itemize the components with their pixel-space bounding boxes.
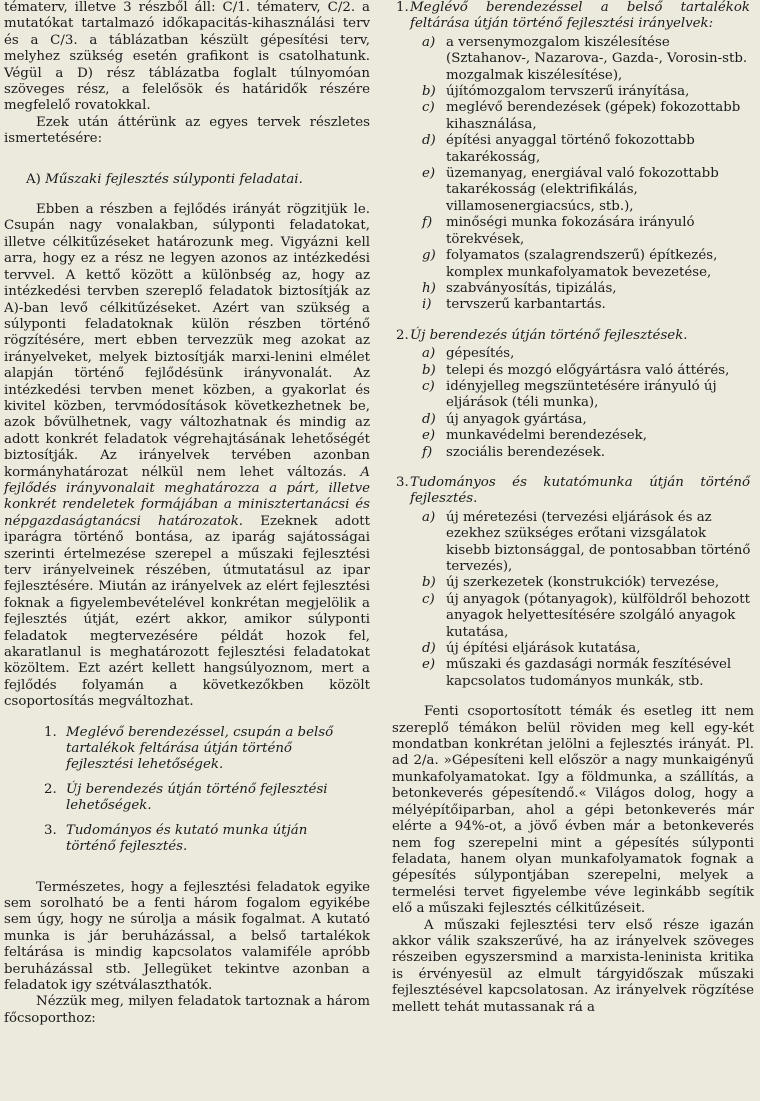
paragraph-grouped-topics: Fenti csoportosított témák és esetleg itt nem szereplő témákon belül röviden meg kell egy-két mondatban konkrétan jelölni a fejlesztés irányát. Pl. ad 2/a. »Gépesíteni kell először a nagy munkaigényű munkafolyamatokat. Igy a földmunka, a szállítás, a betonkeverés gépesítendő.« Világos dolog, hogy a mélyépítőiparban, ahol a gépi betonkeverés már elérte a 94%-ot, a jövő évben már a betonkeverés nem fog szerepelni mint a gépesítés súlyponti feladata, hanem olyan munkafolyamatok fognak a gépesítés súlypontjában szerepelni, melyek a termelési tervet figyelembe véve leginkább segítik elő a műszaki fejlesztés célkitűzéseit.: [392, 704, 754, 917]
enum-item-3: [4, 823, 350, 856]
list-item: [422, 592, 754, 641]
list-item: [422, 363, 754, 379]
enum-number: 2.: [44, 781, 57, 797]
enum-text: Új berendezés útján történő fejlesztési lehetőségek.: [66, 781, 328, 814]
item-letter: a): [422, 346, 436, 362]
item-text: új anyagok (pótanyagok), külföldről behozott anyagok helyettesítésére szolgáló anyagok kutatása,: [446, 591, 750, 640]
enum-number: 1.: [44, 724, 57, 740]
item-letter: a): [422, 34, 436, 50]
item-text: minőségi munka fokozására irányuló törekvések,: [446, 215, 695, 247]
list-item: [422, 379, 754, 412]
item-text: új építési eljárások kutatása,: [446, 641, 641, 657]
item-text: újítómozgalom tervszerű irányítása,: [446, 84, 690, 100]
item-letter: f): [422, 215, 433, 231]
item-letter: b): [422, 84, 436, 100]
group-1-heading: [396, 0, 750, 33]
enumeration-list: [4, 725, 370, 856]
enum-item-1: [4, 725, 350, 774]
enum-text: Tudományos és kutató munka útján történő fejlesztés.: [66, 822, 308, 855]
item-letter: e): [422, 428, 436, 444]
paragraph-section-a-part1: Ebben a részben a fejlődés irányát rögzitjük le. Csupán nagy vonalakban, súlyponti feladatokat, illetve célkitűzéseket határozunk meg. Vigyázni kell arra, hogy ez a rész ne legyen azonos az intézkedési tervvel. A kettő között a különbség az, hogy az intézkedési tervben szereplő feladatok biztosítják az A)-ban levő célkitűzéseket. Azért van szükség a súlyponti feladatoknak külön részben történő rögzítésére, mert ebben tervezzük meg azokat az irányelveket, melyek biztosítják marxi-lenini elmélet alapján történő fejlődésünk irányvonalát. Az intézkedési tervben menet közben, a gyakorlat és kivitel közben, tervmódosítások következhetnek be, azok bővülhetnek, vagy változhatnak és mindig az adott konkrét feladatok végrehajtásának lehetőségét biztosítják. Az irányelvek tervében azonban kormányhatározat nélkül nem lehet változás.: [4, 202, 370, 480]
item-letter: c): [422, 378, 435, 394]
group-1: [392, 0, 754, 314]
enum-number: 3.: [44, 822, 57, 838]
item-letter: f): [422, 444, 433, 460]
item-text: gépesítés,: [446, 346, 515, 362]
list-item: [422, 281, 754, 297]
item-letter: e): [422, 166, 436, 182]
paragraph-section-a-part2: Ezeknek adott iparágra történő bontása, az iparág sajátosságai szerinti értelmezése szerepel a műszaki fejlesztési terv irányelveinek részében, útmutatásul az ipar fejlesztésére. Miután az irányelvek az elért fejlesztési foknak a figyelembevételével konkrétan megjelölik a fejlesztés útját, ezért akkor, amikor súlyponti feladatok megtervezésére példát hozok fel, akaratlanul is meghatározott fejlesztési feladatokat közöltem. Ezt azért kellett hangsúlyoznom, mert a fejlődés folyamán a következőkben közölt csoportosítás megváltozhat.: [4, 513, 370, 710]
item-letter: d): [422, 133, 436, 149]
group-2: [392, 328, 754, 461]
item-letter: a): [422, 509, 436, 525]
group-3: [392, 475, 754, 690]
list-item: [422, 657, 754, 690]
item-text: tervszerű karbantartás.: [446, 297, 606, 313]
group-title: Meglévő berendezéssel a belső tartalékok feltárása útján történő fejlesztési irányelvek:: [410, 0, 750, 32]
list-item: [422, 133, 754, 166]
group-1-items: [422, 35, 754, 314]
group-title: Tudományos és kutatómunka útján történő fejlesztés.: [410, 474, 750, 507]
group-3-heading: [396, 474, 750, 508]
item-letter: c): [422, 100, 435, 116]
item-text: új szerkezetek (konstrukciók) tervezése,: [446, 575, 720, 591]
item-letter: b): [422, 575, 436, 591]
list-item: [422, 35, 754, 84]
item-text: üzemanyag, energiával való fokozottabb takarékosság (elektrifikálás, villamosenergiacsúcs, stb.),: [446, 166, 719, 214]
group-2-heading: [396, 327, 750, 344]
group-2-items: [422, 346, 754, 461]
paragraph-section-a-emphasis: A fejlődés irányvonalait meghatározza a párt, illetve konkrét rendeletek formájában a minisztertanácsi és népgazdaságtanácsi határozatok.: [4, 464, 370, 529]
item-letter: g): [422, 248, 436, 264]
item-text: idényjelleg megszüntetésére irányuló új eljárások (téli munka),: [446, 378, 717, 411]
list-item: [422, 346, 754, 362]
item-text: műszaki és gazdasági normák feszítésével kapcsolatos tudományos munkák, stb.: [446, 657, 732, 689]
item-letter: b): [422, 362, 436, 378]
item-letter: d): [422, 641, 436, 657]
paragraph-section-a-body: [4, 202, 370, 711]
enum-item-2: [4, 782, 350, 815]
list-item: [422, 166, 754, 215]
group-number: 2.: [396, 327, 409, 343]
list-item: [422, 575, 754, 591]
list-item: [422, 412, 754, 428]
item-text: munkavédelmi berendezések,: [446, 428, 647, 444]
list-item: [422, 248, 754, 281]
item-text: meglévő berendezések (gépek) fokozottabb kihasználása,: [446, 100, 741, 132]
group-3-items: [422, 510, 754, 690]
enum-text: Meglévő berendezéssel, csupán a belső tartalékok feltárása útján történő fejlesztési lehetőségek.: [66, 724, 334, 773]
list-item: [422, 297, 754, 313]
item-text: új méretezési (tervezési eljárások és az ezekhez szükséges erőtani vizsgálatok kisebb biztonsággal, de pontosabban történő tervezés),: [446, 509, 751, 574]
paragraph-categories: Természetes, hogy a fejlesztési feladatok egyike sem sorolható be a fenti három fogalom egyikébe sem úgy, hogy ne súrolja a másik fogalmat. A kutató munka is jár beruházással, a belső tartalékok feltárása is mindig kapcsolatos valamiféle apróbb beruházással stb. Jellegüket tekintve azonban a feladatok igy szétválaszthatók.: [4, 879, 370, 993]
left-column: [4, 0, 370, 1027]
item-letter: d): [422, 411, 436, 427]
item-text: szabványosítás, tipizálás,: [446, 280, 617, 296]
group-number: 1.: [396, 0, 409, 15]
list-item: [422, 510, 754, 576]
paragraph-main-groups: Nézzük meg, milyen feladatok tartoznak a három főcsoporthoz:: [4, 994, 370, 1026]
item-letter: i): [422, 297, 432, 313]
paragraph-first-part: A műszaki fejlesztési terv első része igazán akkor válik szakszerűvé, ha az irányelvek szöveges részeiben egyszersmind a marxista-leninista kritika is érvényesül az elmult tárgyidőszak műszaki fejlesztésével kapcsolatosan. Az irányelvek rögzítése mellett tehát mutassanak rá a: [392, 917, 754, 1015]
list-item: [422, 641, 754, 657]
item-text: építési anyaggal történő fokozottabb takarékosság,: [446, 133, 695, 165]
item-letter: e): [422, 657, 436, 673]
item-letter: c): [422, 591, 435, 607]
list-item: [422, 215, 754, 248]
list-item: [422, 100, 754, 133]
item-letter: h): [422, 280, 436, 296]
right-column: [392, 0, 754, 1016]
item-text: új anyagok gyártása,: [446, 411, 587, 427]
item-text: telepi és mozgó előgyártásra való áttérés,: [446, 362, 730, 378]
item-text: folyamatos (szalagrendszerű) építkezés, komplex munkafolyamatok bevezetése,: [446, 248, 718, 280]
item-text: szociális berendezések.: [446, 444, 605, 460]
list-item: [422, 428, 754, 444]
list-item: [422, 445, 754, 461]
paragraph-intro: tématerv, illetve 3 részből áll: C/1. tématerv, C/2. a mutatókat tartalmazó időkapacitás-kihasználási terv és a C/3. a táblázatban készült gépesítési terv, melyhez szükség esetén grafikont is csatolhatunk. Végül a D) rész táblázatba foglalt túlnyomóan szöveges rész, a felelősök és határidők részére megfelelő rovatokkal.: [4, 0, 370, 114]
paragraph-transition: Ezek után áttérünk az egyes tervek részletes ismertetésére:: [4, 114, 370, 147]
group-number: 3.: [396, 474, 409, 490]
section-a-heading: [26, 172, 370, 188]
section-a-title: Műszaki fejlesztés súlyponti feladatai.: [45, 171, 303, 187]
section-a-label: A): [26, 171, 41, 187]
list-item: [422, 84, 754, 100]
group-title: Új berendezés útján történő fejlesztések.: [410, 327, 688, 343]
item-text: a versenymozgalom kiszélesítése (Sztahanov-, Nazarova-, Gazda-, Vorosin-stb. mozgalmak kiszélesítése),: [446, 34, 748, 83]
